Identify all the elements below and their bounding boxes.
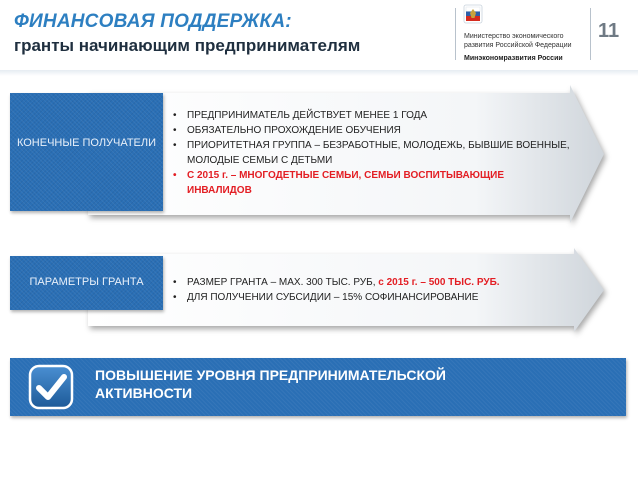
grant-size-2015-text: с 2015 г. – 500 ТЫС. РУБ. xyxy=(378,277,500,288)
goal-text: ПОВЫШЕНИЕ УРОВНЯ ПРЕДПРИНИМАТЕЛЬСКОЙ АКТИВНОСТИ xyxy=(95,367,446,401)
list-item: • ПРЕДПРИНИМАТЕЛЬ ДЕЙСТВУЕТ МЕНЕЕ 1 ГОДА xyxy=(171,108,571,123)
slide-subtitle: гранты начинающим предпринимателям xyxy=(14,36,361,55)
checkmark-icon xyxy=(28,364,74,410)
recipients-label-box xyxy=(10,93,163,211)
grant-params-label-box xyxy=(10,256,163,310)
slide-number: 11 xyxy=(598,20,620,42)
list-item xyxy=(171,275,581,290)
list-item: • ДЛЯ ПОЛУЧЕНИИ СУБСИДИИ – 15% СОФИНАНСИРОВАНИЕ xyxy=(171,290,581,305)
recipients-list xyxy=(171,108,571,198)
list-item: • ПРИОРИТЕТНАЯ ГРУППА – БЕЗРАБОТНЫЕ, МОЛОДЕЖЬ, БЫВШИЕ ВОЕННЫЕ, МОЛОДЫЕ СЕМЬИ С ДЕТЬМИ xyxy=(171,138,571,168)
header-separator xyxy=(0,70,638,76)
slide-header xyxy=(0,0,638,70)
list-item: • ОБЯЗАТЕЛЬНО ПРОХОЖДЕНИЕ ОБУЧЕНИЯ xyxy=(171,123,571,138)
header-divider-right xyxy=(590,8,591,60)
ministry-emblem-icon xyxy=(460,4,486,26)
grant-params-label: ПАРАМЕТРЫ ГРАНТА xyxy=(29,276,144,288)
ministry-short-name: Минэкономразвития России xyxy=(464,55,563,62)
slide-title: ФИНАНСОВАЯ ПОДДЕРЖКА: xyxy=(14,11,292,32)
header-divider-left xyxy=(455,8,456,60)
grant-params-list xyxy=(171,275,581,305)
list-item: • С 2015 г. – МНОГОДЕТНЫЕ СЕМЬИ, СЕМЬИ ВОСПИТЫВАЮЩИЕ ИНВАЛИДОВ xyxy=(171,168,571,198)
ministry-name: Министерство экономического развития Российской Федерации xyxy=(464,33,572,49)
grant-size-text: РАЗМЕР ГРАНТА – MAX. 300 ТЫС. РУБ, xyxy=(187,277,376,288)
recipients-label: КОНЕЧНЫЕ ПОЛУЧАТЕЛИ xyxy=(16,137,157,149)
